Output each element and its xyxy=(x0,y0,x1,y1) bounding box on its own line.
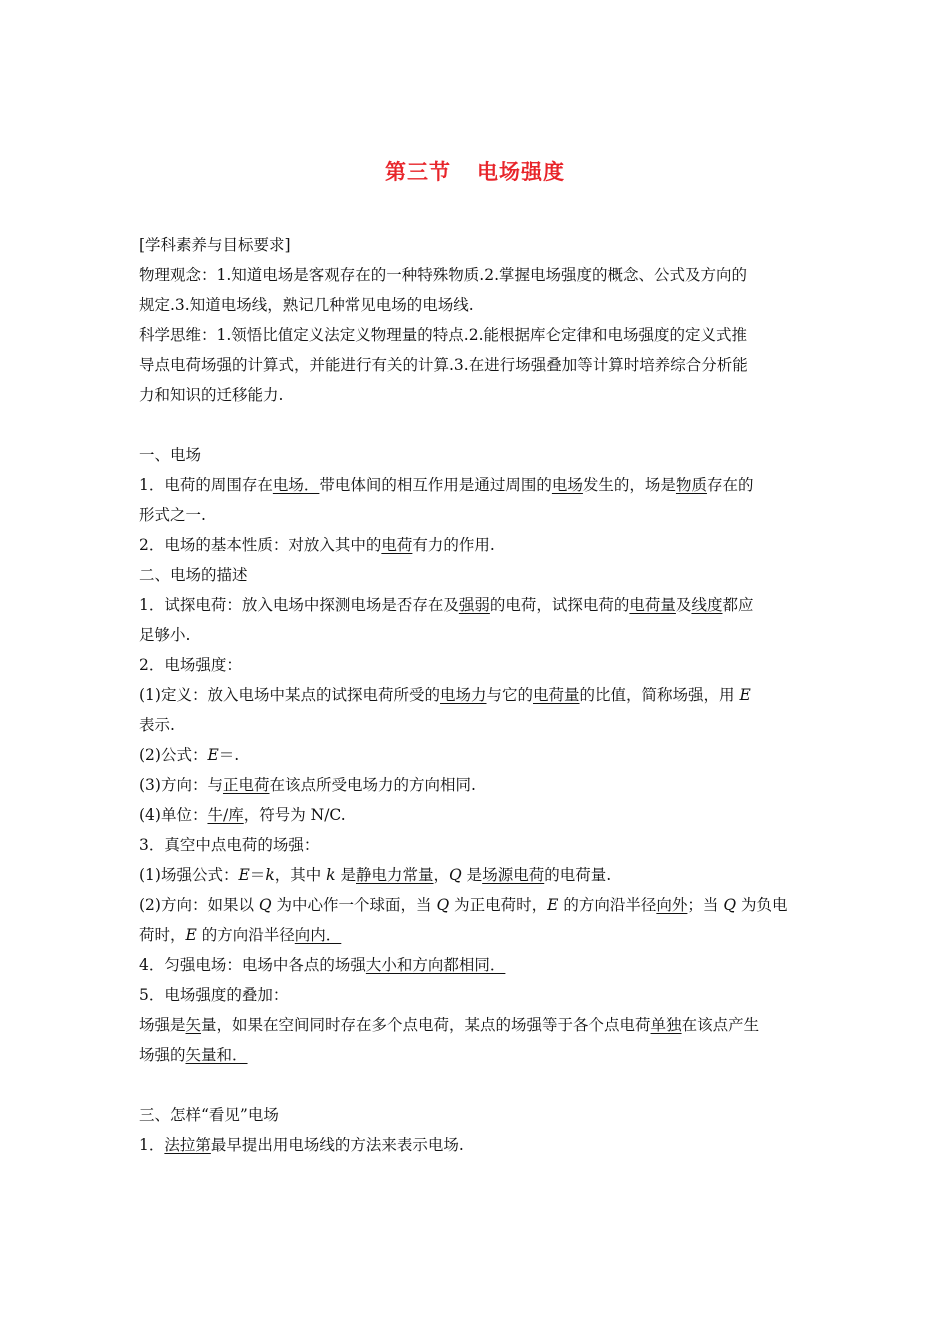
math-symbol: E xyxy=(207,746,219,764)
text-line: 物理观念：1.知道电场是客观存在的一种特殊物质.2.掌握电场强度的概念、公式及方向的 xyxy=(139,266,748,284)
answer-blank: 电荷 xyxy=(381,536,413,554)
text-segment: ， xyxy=(433,866,450,884)
text-line: 3．真空中点电荷的场强： xyxy=(139,836,320,854)
text-segment: 场强的 xyxy=(139,1046,186,1064)
math-symbol: k xyxy=(265,866,275,884)
text-line: 规定.3.知道电场线，熟记几种常见电场的电场线. xyxy=(139,296,474,314)
text-segment: 与它的 xyxy=(486,686,533,704)
answer-blank: 强弱 xyxy=(458,596,490,614)
answer-blank: 矢 xyxy=(185,1016,202,1034)
answer-blank: 向外 xyxy=(656,896,688,914)
text-line xyxy=(139,1010,815,1040)
text-line xyxy=(139,770,815,800)
answer-blank: 牛/库 xyxy=(207,806,244,824)
text-segment: 的比值，简称场强，用 xyxy=(579,686,740,704)
answer-blank: 大小和方向都相同． xyxy=(365,956,506,974)
text-line: 力和知识的迁移能力. xyxy=(139,386,284,404)
text-line: 形式之一. xyxy=(139,506,206,524)
answer-blank: 电荷量 xyxy=(533,686,580,704)
text-segment: 发生的，场是 xyxy=(582,476,676,494)
text-segment: 及 xyxy=(675,596,692,614)
text-line xyxy=(139,920,815,950)
text-line xyxy=(139,800,815,830)
text-line xyxy=(139,470,815,500)
text-segment: 是 xyxy=(335,866,356,884)
text-line xyxy=(139,860,815,890)
text-line: 5．电场强度的叠加： xyxy=(139,986,289,1004)
text-line: 三、怎样“看见”电场 xyxy=(139,1106,279,1124)
answer-blank: 矢量和． xyxy=(185,1046,248,1064)
math-symbol: E xyxy=(238,866,250,884)
text-line xyxy=(139,740,815,770)
text-line: 一、电场 xyxy=(139,446,202,464)
text-line: [学科素养与目标要求] xyxy=(139,236,291,254)
text-segment: 的电荷，试探电荷的 xyxy=(489,596,630,614)
answer-blank: 物质 xyxy=(675,476,707,494)
text-segment: 1．电荷的周围存在 xyxy=(139,476,273,494)
math-symbol: E xyxy=(185,926,197,944)
text-segment: ；当 xyxy=(687,896,724,914)
answer-blank: 法拉第 xyxy=(164,1136,211,1154)
text-segment: (3)方向：与 xyxy=(139,776,223,794)
text-segment: (1)场强公式： xyxy=(139,866,239,884)
text-segment: 最早提出用电场线的方法来表示电场. xyxy=(210,1136,464,1154)
text-line xyxy=(139,950,815,980)
text-segment: 带电体间的相互作用是通过周围的 xyxy=(319,476,552,494)
text-line: 二、电场的描述 xyxy=(139,566,248,584)
math-symbol: Q xyxy=(449,866,462,884)
math-symbol: k xyxy=(326,866,336,884)
text-segment: 的方向沿半径 xyxy=(196,926,295,944)
text-line xyxy=(139,1040,815,1070)
math-symbol: Q xyxy=(258,896,272,914)
text-segment: 4．匀强电场：电场中各点的场强 xyxy=(139,956,366,974)
text-segment: 场强是 xyxy=(139,1016,186,1034)
answer-blank: 静电力常量 xyxy=(356,866,434,884)
title-section-number: 第三节 xyxy=(385,159,451,184)
text-line: 足够小. xyxy=(139,626,191,644)
text-segment: (2)方向：如果以 xyxy=(139,896,259,914)
answer-blank: 电场力 xyxy=(439,686,487,704)
text-segment: ＝. xyxy=(218,746,240,764)
text-segment: 1． xyxy=(139,1136,165,1154)
text-segment: (4)单位： xyxy=(139,806,208,824)
text-segment: 的电荷量. xyxy=(544,866,612,884)
math-symbol: Q xyxy=(723,896,737,914)
text-segment: 有力的作用. xyxy=(412,536,495,554)
text-segment: (2)公式： xyxy=(139,746,208,764)
text-segment: 荷时， xyxy=(139,926,186,944)
text-line xyxy=(139,590,815,620)
text-segment: 为正电荷时， xyxy=(449,896,548,914)
text-segment: 为中心作一个球面，当 xyxy=(271,896,437,914)
text-segment: (1)定义：放入电场中某点的试探电荷所受的 xyxy=(139,686,440,704)
text-line xyxy=(139,1130,815,1160)
text-segment: ＝ xyxy=(249,866,266,884)
answer-blank: 正电荷 xyxy=(222,776,270,794)
text-segment: 1．试探电荷：放入电场中探测电场是否存在及 xyxy=(139,596,459,614)
text-segment: 是 xyxy=(461,866,483,884)
text-line xyxy=(139,530,815,560)
paragraph-spacer xyxy=(139,410,815,440)
text-line xyxy=(139,680,815,710)
answer-blank: 电荷量 xyxy=(629,596,676,614)
paragraph-spacer xyxy=(139,1070,815,1100)
answer-blank: 电场． xyxy=(272,476,320,494)
text-segment: 都应 xyxy=(722,596,754,614)
page-title xyxy=(0,156,950,186)
text-line xyxy=(139,890,815,920)
title-topic: 电场强度 xyxy=(477,159,565,184)
text-segment: ，其中 xyxy=(274,866,327,884)
document-body xyxy=(139,230,815,1160)
text-segment: 存在的 xyxy=(706,476,754,494)
text-segment: 在该点所受电场力的方向相同. xyxy=(269,776,476,794)
math-symbol: Q xyxy=(436,896,450,914)
text-line: 导点电荷场强的计算式，并能进行有关的计算.3.在进行场强叠加等计算时培养综合分析能 xyxy=(139,356,748,374)
answer-blank: 电场 xyxy=(551,476,583,494)
answer-blank: 向内． xyxy=(294,926,342,944)
text-line: 2．电场强度： xyxy=(139,656,242,674)
math-symbol: E xyxy=(739,686,751,704)
text-segment: ，符号为 N/C. xyxy=(243,806,346,824)
text-segment: 2．电场的基本性质：对放入其中的 xyxy=(139,536,382,554)
math-symbol: E xyxy=(547,896,559,914)
text-segment: 的方向沿半径 xyxy=(558,896,657,914)
answer-blank: 单独 xyxy=(650,1016,682,1034)
text-line: 表示. xyxy=(139,716,175,734)
text-segment: 为负电 xyxy=(736,896,788,914)
text-line: 科学思维：1.领悟比值定义法定义物理量的特点.2.能根据库仑定律和电场强度的定义式推 xyxy=(139,326,748,344)
text-segment: 在该点产生 xyxy=(681,1016,760,1034)
answer-blank: 场源电荷 xyxy=(482,866,545,884)
text-segment: 量，如果在空间同时存在多个点电荷，某点的场强等于各个点电荷 xyxy=(201,1016,651,1034)
answer-blank: 线度 xyxy=(691,596,723,614)
